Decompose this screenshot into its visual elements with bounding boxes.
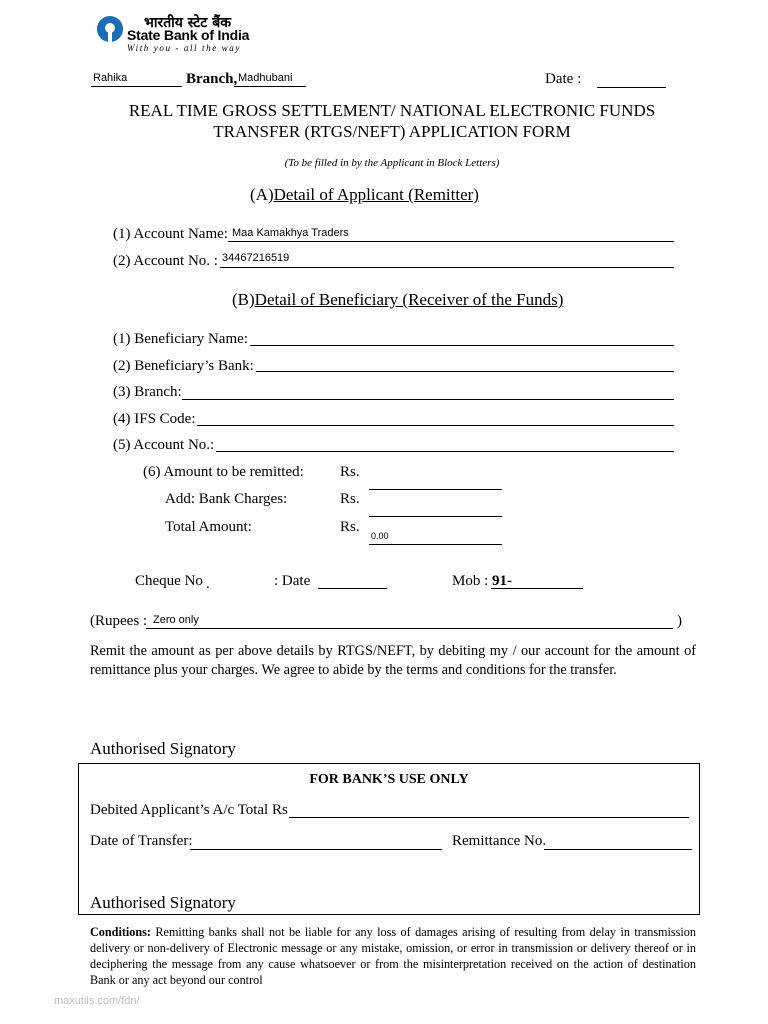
total-amount-label: Total Amount: [165,519,252,535]
date-field[interactable] [597,87,666,88]
remittance-no-label: Remittance No. [452,833,547,849]
watermark: maxutils.com/fdn/ [54,995,140,1007]
conditions-body: Remitting banks shall not be liable for any loss of damages arising of resulting from delay in transmission delivery or non-delivery of Electronic message or any mistake, omission, or error in transmission or delivery thereof or in deciphering the message from any cause whatsoever or from the misinterpretation received on the action of destination Bank or any act beyond our control [90,925,696,987]
rupees-label: (Rupees : [90,613,148,629]
date-of-transfer-field[interactable] [190,849,442,850]
debited-label: Debited Applicant’s A/c Total Rs [90,802,288,818]
bank-name-hindi: भारतीय स्टेट बैंक [144,15,231,31]
cheque-date-label: : Date [274,573,311,589]
rupees-line [146,628,673,629]
form-title-line1: REAL TIME GROSS SETTLEMENT/ NATIONAL ELECTRONIC FUNDS [128,101,656,120]
beneficiary-name-field[interactable] [250,345,674,346]
account-no-line [220,267,674,268]
form-instruction: (To be filled in by the Applicant in Block Letters) [284,157,500,169]
debited-field[interactable] [289,817,689,818]
cheque-no-label: Cheque No [135,573,203,589]
account-no-label: (2) Account No. : [113,253,218,269]
bank-charges-label: Add: Bank Charges: [165,491,288,507]
cheque-date-field[interactable] [318,588,387,589]
date-label: Date : [545,71,582,87]
branch-location-line [234,86,306,87]
amount-field[interactable] [369,489,502,490]
branch-location-value[interactable]: Madhubani [238,72,293,84]
total-rs: Rs. [340,519,360,535]
conditions-text [90,924,696,988]
branch-label-b: (3) Branch: [113,384,182,400]
mob-field[interactable] [491,588,583,589]
branch-name-line [91,86,182,87]
bank-tagline: With you - all the way [127,43,241,53]
cheque-no-field[interactable]: . [206,576,210,592]
account-name-value[interactable]: Maa Kamakhya Traders [232,227,349,239]
rupees-close: ) [677,613,682,629]
branch-field[interactable] [182,399,674,400]
total-amount-value[interactable]: 0.00 [371,531,389,541]
beneficiary-account-field[interactable] [216,451,674,452]
ifs-code-label: (4) IFS Code: [113,411,196,427]
bank-use-title: FOR BANK’S USE ONLY [309,772,469,787]
rupees-value[interactable]: Zero only [153,614,199,626]
total-amount-line [369,544,502,545]
beneficiary-bank-field[interactable] [256,371,674,372]
branch-label: Branch, [186,71,238,87]
account-no-value[interactable]: 34467216519 [222,252,290,264]
branch-name-value[interactable]: Rahika [93,72,128,84]
remittance-no-field[interactable] [544,849,692,850]
account-name-line [228,241,674,242]
conditions-label: Conditions: [90,925,151,939]
bank-name: State Bank of India [127,27,250,43]
section-a-heading: (A)Detail of Applicant (Remitter) [250,185,479,204]
beneficiary-bank-label: (2) Beneficiary’s Bank: [113,358,254,374]
beneficiary-name-label: (1) Beneficiary Name: [113,331,248,347]
authorised-signatory-applicant: Authorised Signatory [90,739,236,758]
date-of-transfer-label: Date of Transfer: [90,833,193,849]
mob-prefix: 91- [492,573,512,589]
authorised-signatory-bank: Authorised Signatory [90,893,236,912]
charges-rs: Rs. [340,491,360,507]
bank-charges-field[interactable] [369,516,502,517]
beneficiary-account-label: (5) Account No.: [113,437,215,453]
ifs-code-field[interactable] [197,425,674,426]
form-title-line2: TRANSFER (RTGS/NEFT) APPLICATION FORM [213,122,571,141]
sbi-logo-icon [97,16,123,42]
section-b-heading: (B)Detail of Beneficiary (Receiver of the Funds) [232,290,564,309]
amount-label: (6) Amount to be remitted: [143,464,304,480]
account-name-label: (1) Account Name: [113,226,228,242]
mob-label: Mob : [452,573,489,589]
amount-rs: Rs. [340,464,360,480]
declaration-text: Remit the amount as per above details by RTGS/NEFT, by debiting my / our account for the amount of remittance plus your charges. We agree to abide by the terms and conditions for the transfer. [90,643,696,678]
